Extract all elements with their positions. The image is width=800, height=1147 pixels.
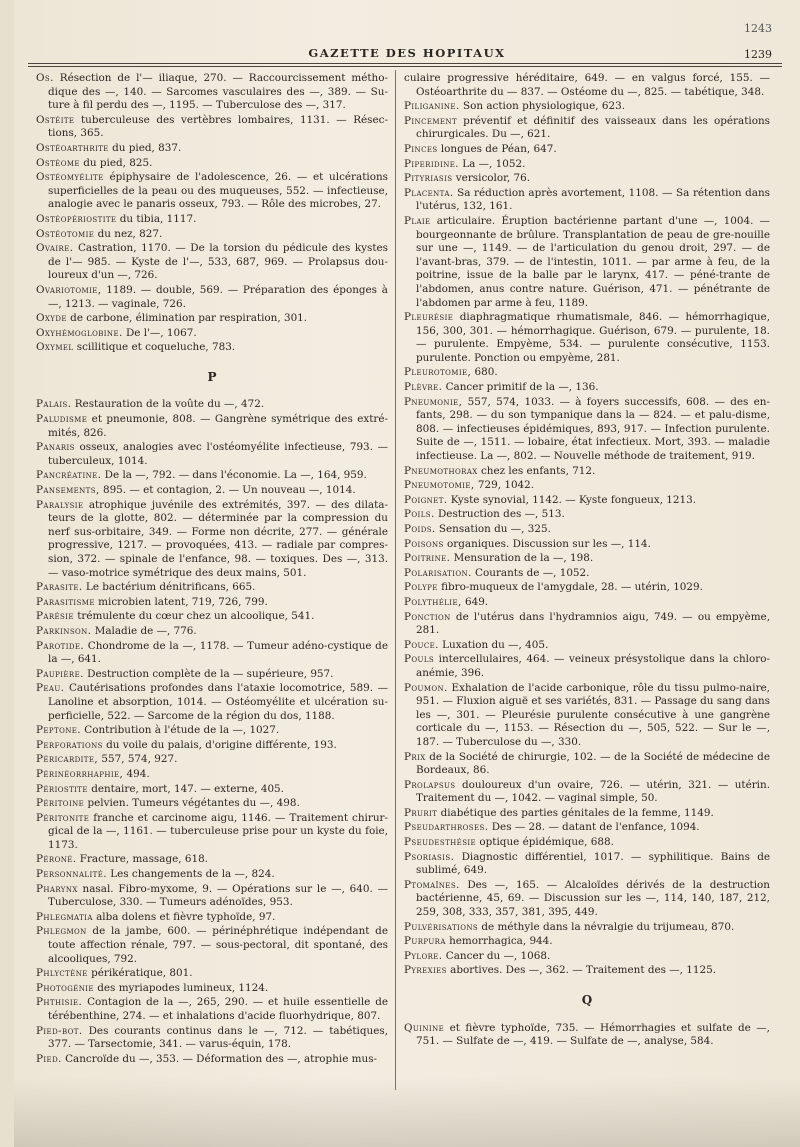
entry-text: La —, 1052. [458, 157, 526, 170]
entry-text: fibro-muqueux de l'amygdale, 28. — utérin, 1029. [437, 581, 703, 594]
index-entry [404, 465, 770, 479]
index-entry [36, 668, 388, 682]
page-edge-shadow [14, 1077, 800, 1147]
index-entry [404, 581, 770, 595]
index-entry [36, 925, 388, 966]
entry-text: Des — 28. — datant de l'enfance, 1094. [488, 821, 700, 834]
entry-headword: Pneumonie, [404, 395, 463, 408]
index-entry [36, 596, 388, 610]
entry-text: de la Société de chirurgie, 102. — de la Société de médecine de Bordeaux, 86. [416, 750, 770, 777]
index-entry [404, 1022, 770, 1049]
entry-headword: Pulvérisations [404, 920, 479, 933]
index-entry [404, 567, 770, 581]
entry-headword: Ovariotomie, [36, 283, 102, 296]
entry-headword: Pleurésie [404, 311, 454, 324]
entry-text: Exhalation de l'acide carbonique, rôle du tissu pulmo-naire, 951. — Fluxion aiguë et ses variétés, 831. — Passage du sang dans les —, 301. — Pleurésie purulente consécutive à une gangrène corticale du —, 1153. — Résection du —, 505, 522. — Sur le —, 187. — Tuberculose du —, 330. [416, 681, 770, 748]
entry-text: Sa réduction après avortement, 1108. — Sa rétention dans l'utérus, 132, 161. [416, 186, 770, 213]
entry-text: Fracture, massage, 618. [76, 853, 208, 866]
entry-headword: Phlegmatia [36, 910, 93, 923]
index-entry [404, 779, 770, 806]
entry-headword: Prix [404, 750, 426, 763]
entry-text: Destruction complète de la — supérieure, 957. [83, 667, 334, 680]
index-entry [404, 921, 770, 935]
index-entry [404, 935, 770, 949]
entry-headword: Pied. [36, 1052, 62, 1065]
entries-p-continued [404, 72, 770, 978]
entry-headword: Pouce. [404, 638, 439, 651]
entry-headword: Ostéomyélite [36, 171, 104, 184]
index-entry [36, 228, 388, 242]
entry-text: Les changements de la —, 824. [106, 868, 275, 881]
entry-headword: Paralysie [36, 498, 84, 511]
entry-text: 680. [471, 366, 498, 379]
index-entry [36, 499, 388, 581]
index-entry [404, 653, 770, 680]
index-entry [404, 851, 770, 878]
entry-text: 557, 574, 1033. — à foyers successifs, 608. — des en-fants, 298. — du son tympanique dans la — 824. — et palu-disme, 808. — infectieuses épidémiques, 893, 917. — Infection purulente. Suite de —, 1511. — lobaire, état infectieux. Mort, 393. — maladie infectieuse. La —, 802. — Nouvelle méthode de traitement, 919. [416, 395, 770, 463]
index-entry [36, 1053, 388, 1067]
index-page [14, 0, 800, 1147]
index-entry [404, 611, 770, 638]
entry-headword: Paupière. [36, 667, 84, 680]
entry-text: 649. [461, 595, 489, 608]
entry-headword: Pseudarthroses. [404, 821, 489, 834]
entry-headword: Poils. [404, 508, 435, 521]
entry-headword: Panaris [36, 441, 75, 454]
entry-text: culaire progressive héréditaire, 649. — en valgus forcé, 155. — Ostéoarthrite du — 837. — Ostéome du —, 825. — tabétique, 348. [404, 72, 770, 98]
entry-headword: Purpura [404, 935, 446, 948]
entry-text: versicolor, 76. [452, 172, 531, 185]
entry-headword: Ostéome [36, 156, 80, 169]
index-entry [36, 398, 388, 412]
index-entry [404, 821, 770, 835]
entry-text: alba dolens et fièvre typhoïde, 97. [92, 910, 276, 923]
entry-text: du tibia, 1117. [116, 212, 197, 225]
index-entry [36, 171, 388, 212]
entry-headword: Pneumotomie, [404, 479, 475, 492]
entry-headword: Péritonite [36, 811, 90, 824]
entry-text: épiphysaire de l'adolescence, 26. — et ulcérations superficielles de la peau ou des muqueuses, 552. — infectieuse, analogie avec le panaris osseux, 793. — Rôle des microbes, 27. [48, 171, 388, 211]
entry-text: Courants de —, 1052. [471, 566, 590, 579]
entry-headword: Peau. [36, 682, 65, 695]
entry-text: Mensuration de la —, 198. [450, 552, 594, 565]
index-entry [404, 494, 770, 508]
entry-headword: Prurit [404, 806, 438, 819]
entry-headword: Pharynx [36, 882, 78, 895]
top-page-number: 1243 [744, 22, 772, 35]
entry-headword: Pouls [404, 653, 435, 666]
left-column [36, 72, 388, 1067]
index-entry [404, 523, 770, 537]
index-entry [36, 911, 388, 925]
index-entry [36, 213, 388, 227]
entry-headword: Pityriasis [404, 172, 453, 185]
index-entry [36, 868, 388, 882]
entry-text: Maladie de —, 776. [91, 624, 197, 637]
entry-headword: Poitrine. [404, 552, 451, 565]
entry-headword: Oxyde [36, 312, 67, 325]
entry-headword: Poisons [404, 537, 444, 550]
entry-text: Luxation du —, 405. [438, 638, 549, 651]
entry-headword: Parasite. [36, 581, 83, 594]
index-entry [404, 596, 770, 610]
index-entry [36, 853, 388, 867]
entry-text: du pied, 825. [79, 156, 153, 169]
entry-headword: Oxymel [36, 341, 74, 354]
index-entry [36, 682, 388, 723]
entry-text: articulaire. Éruption bactérienne partant d'une —, 1004. — bourgeonnante de brûlure. Transplantation de peau de gre-nouille sur une —, 1149. — de l'articulation du genou droit, 297. — de l'avant-bras, 379. — de l'intestin, 1011. — par arme à feu, de la poitrine, issue de la balle par le larynx, 417. — péné-trante de l'abdomen, anus contre nature. Guérison, 471. — pénétrante de l'abdomen par arme à feu, 1189. [416, 214, 770, 309]
index-entry [404, 158, 770, 172]
index-entry [36, 768, 388, 782]
entry-text: Castration, 1170. — De la torsion du pédicule des kystes de l'— 985. — Kyste de l'—, 533, 687, 969. — Prolapsus dou-loureux d'un —, 726. [48, 242, 388, 282]
entry-headword: Quinine [404, 1021, 445, 1034]
entry-headword: Périnéorrhaphie, [36, 767, 124, 780]
entry-headword: Pansements, [36, 484, 100, 497]
entry-text: Des courants continus dans le —, 712. — tabétiques, 377. — Tarsectomie, 341. — varus-équin, 178. [48, 1024, 388, 1051]
entry-text: dentaire, mort, 147. — externe, 405. [87, 782, 284, 795]
index-entry [36, 114, 388, 141]
entry-text: Résection de l'— iliaque, 270. — Raccourcissement métho-dique des —, 140. — Sarcomes vasculaires des —, 389. — Su-ture à fil perdu des —, 1195. — Tuberculose des —, 317. [48, 72, 388, 112]
entry-text: intercellulaires, 464. — veineux présystolique dans la chloro-anémie, 396. [416, 653, 770, 679]
index-entry [36, 610, 388, 624]
entry-headword: Parotide. [36, 639, 85, 652]
index-entry [404, 172, 770, 186]
entry-headword: Photogénie [36, 981, 94, 994]
index-entry [36, 739, 388, 753]
index-entry [36, 157, 388, 171]
index-entry [404, 751, 770, 778]
entry-text: Destruction des —, 513. [434, 508, 565, 521]
entry-text: Des —, 165. — Alcaloïdes dérivés de la destruction bactérienne, 45, 69. — Discussion sur les —, 114, 140, 187, 212, 259, 308, 333, 357, 381, 395, 449. [416, 878, 770, 919]
entry-headword: Péritoine [36, 797, 85, 810]
index-entry [36, 967, 388, 981]
entry-headword: Périostite [36, 782, 88, 795]
entry-headword: Parasitisme [36, 595, 95, 608]
entry-text: trémulente du cœur chez un alcoolique, 541. [73, 610, 315, 623]
entry-text: Cancer primitif de la —, 136. [442, 381, 599, 394]
index-entry [404, 639, 770, 653]
index-entry [36, 142, 388, 156]
entry-headword: Plèvre. [404, 381, 443, 394]
right-column [404, 72, 770, 1050]
entry-text: longues de Péan, 647. [437, 142, 557, 155]
entry-headword: Ostéoarthrite [36, 141, 109, 154]
entry-text: optique épidémique, 688. [476, 836, 614, 849]
entry-text: et pneumonie, 808. — Gangrène symétrique des extré-mités, 826. [48, 413, 388, 439]
index-entry [36, 341, 388, 355]
entry-text: du pied, 837. [108, 141, 182, 154]
index-entry [404, 381, 770, 395]
index-entry [404, 552, 770, 566]
page-number: 1239 [744, 48, 772, 61]
entry-text: abortives. Des —, 362. — Traitement des —, 1125. [446, 964, 717, 977]
entry-headword: Placenta. [404, 186, 454, 199]
entry-headword: Prolapsus [404, 778, 456, 791]
entry-text: et fièvre typhoïde, 735. — Hémorrhagies et sulfate de —, 751. — Sulfate de —, 419. — Sulfate de —, analyse, 584. [416, 1021, 770, 1048]
entry-headword: Phlyctène [36, 967, 88, 980]
entry-headword: Parkinson. [36, 624, 92, 637]
entry-headword: Polythélie, [404, 595, 462, 608]
index-entry [404, 807, 770, 821]
index-entry [36, 312, 388, 326]
entry-headword: Pinces [404, 142, 438, 155]
entry-text: 895. — et contagion, 2. — Un nouveau —, 1014. [99, 484, 356, 497]
entry-headword: Pincement [404, 114, 458, 127]
index-entry [36, 72, 388, 113]
entry-text: 557, 574, 927. [98, 753, 178, 766]
index-entry [404, 964, 770, 978]
entry-text: de la jambe, 600. — périnéphrétique indépendant de toute affection rénale, 797. — sous-pectoral, dit spontané, des alcooliques, 792. [48, 925, 388, 965]
entry-text: douloureux d'un ovaire, 726. — utérin, 321. — utérin. Traitement du —, 1042. — vaginal simple, 50. [416, 778, 770, 805]
entry-text: Sensation du —, 325. [435, 523, 551, 535]
entry-headword: Pyrexies [404, 964, 447, 977]
entry-headword: Polarisation. [404, 566, 472, 579]
entry-text: du nez, 827. [94, 227, 163, 240]
entry-text: osseux, analogies avec l'ostéomyélite infectieuse, 793. — tuberculeux, 1014. [48, 441, 388, 467]
index-entry [404, 187, 770, 214]
entry-headword: Péricardite, [36, 753, 99, 766]
entry-headword: Pleurotomie, [404, 366, 472, 379]
entry-headword: Ponction [404, 610, 451, 623]
entry-text: scillitique et coqueluche, 783. [73, 341, 236, 354]
entry-headword: Psoriasis. [404, 850, 455, 863]
index-entry [404, 72, 770, 99]
header-rule [28, 63, 782, 67]
entry-text: Diagnostic différentiel, 1017. — syphilitique. Bains de sublimé, 649. [416, 850, 770, 877]
index-entry [36, 797, 388, 811]
entry-text: Cautérisations profondes dans l'ataxie locomotrice, 589. — Lanoline et absorption, 1014. — Ostéomyélite et ulcération su-perficielle, 522. — Sarcome de la région du dos, 1188. [48, 682, 388, 722]
entry-text: hemorrhagica, 944. [445, 935, 553, 948]
index-entry [36, 883, 388, 910]
index-entry [36, 783, 388, 797]
entry-text: du voile du palais, d'origine différente, 193. [102, 738, 337, 751]
entry-headword: Pylore. [404, 949, 443, 962]
entry-headword: Phthisie. [36, 996, 83, 1009]
entry-text: De la —, 792. — dans l'économie. La —, 164, 959. [101, 469, 367, 482]
index-entry [36, 640, 388, 667]
entry-headword: Ostéotomie [36, 227, 95, 240]
entry-headword: Poignet. [404, 493, 448, 506]
entry-text: microbien latent, 719, 726, 799. [94, 595, 268, 608]
index-entry [36, 581, 388, 595]
journal-title: GAZETTE DES HOPITAUX [308, 46, 506, 60]
entry-headword: Pancréatine. [36, 469, 102, 482]
entry-headword: Peptone. [36, 724, 81, 737]
entry-text: Contagion de la —, 265, 290. — et huile essentielle de térébenthine, 274. — et inhalations d'acide fluorhydrique, 807. [48, 996, 388, 1022]
section-letter-p: P [207, 369, 217, 384]
section-letter-q: Q [581, 993, 593, 1007]
entry-text: de l'utérus dans l'hydramnios aigu, 749. — ou empyème, 281. [416, 610, 770, 637]
entry-headword: Paludisme [36, 413, 88, 426]
entry-text: préventif et définitif des vaisseaux dans les opérations chirurgicales. Du —, 621. [416, 114, 770, 141]
entry-headword: Pneumothorax [404, 464, 478, 477]
index-entry [404, 115, 770, 142]
entry-headword: Ovaire. [36, 242, 74, 255]
entry-headword: Poids. [404, 523, 436, 535]
entry-headword: Poumon. [404, 681, 448, 694]
entries-p [36, 398, 388, 1066]
index-entry [404, 100, 770, 114]
index-entry [404, 950, 770, 964]
entry-text: Cancroïde du —, 353. — Déformation des —, atrophie mus- [61, 1052, 378, 1065]
entry-text: 729, 1042. [474, 479, 535, 492]
entry-text: des myriapodes lumineux, 1124. [93, 981, 269, 994]
entry-headword: Perforations [36, 738, 103, 751]
entry-text: de méthyle dans la névralgie du trijumeau, 870. [478, 920, 735, 933]
index-entry [404, 508, 770, 522]
index-entry [36, 982, 388, 996]
entry-headword: Ostéite [36, 113, 75, 126]
entry-headword: Oxyhémoglobine. [36, 326, 123, 339]
entry-text: de carbone, élimination par respiration, 301. [66, 312, 308, 325]
index-entry [36, 413, 388, 440]
entry-headword: Ptomaïnes. [404, 878, 460, 891]
entry-text: Cancer du —, 1068. [442, 949, 551, 962]
entry-text: tuberculeuse des vertèbres lombaires, 1131. — Résec-tions, 365. [48, 113, 388, 140]
entry-headword: Personnalité. [36, 868, 107, 881]
column-divider [395, 70, 396, 1090]
index-entry [404, 682, 770, 750]
entry-text: atrophique juvénile des extrémités, 397. — des dilata-teurs de la glotte, 802. — déterminée par la compression du nerf sus-orbitaire, 349. — Forme non décrite, 277. — générale progressive, 1217. — provoquées, 413. — radiale par compres-sion, 372. — spinale de l'enfance, 98. — toxiques. Des —, 313. — vaso-motrice symétrique des deux mains, 501. [48, 498, 388, 579]
index-entry [404, 479, 770, 493]
index-entry [36, 284, 388, 311]
entry-text: diaphragmatique rhumatismale, 846. — hémorrhagique, 156, 300, 301. — hémorrhagique. Guérison, 679. — purulente, 18. — purulente. Empyème, 534. — purulente consécutive, 1153. purulente. Ponction ou empyème, 281. [416, 311, 770, 364]
index-entry [36, 242, 388, 283]
entry-text: diabétique des parties génitales de la femme, 1149. [437, 806, 714, 819]
entry-text: organiques. Discussion sur les —, 114. [443, 537, 651, 550]
entry-text: Contribution à l'étude de la —, 1027. [80, 724, 280, 737]
entry-text: Son action physiologique, 623. [459, 100, 626, 113]
index-entry [36, 753, 388, 767]
entry-text: nasal. Fibro-myxome, 9. — Opérations sur le —, 640. — Tuberculose, 330. — Tumeurs adénoïdes, 953. [48, 882, 388, 909]
index-entry [36, 441, 388, 468]
entry-text: franche et carcinome aigu, 1146. — Traitement chirur-gical de la —, 1161. — tuberculeuse prise pour un kyste du foie, 1173. [48, 811, 388, 851]
index-entry [36, 1025, 388, 1052]
index-entry [36, 327, 388, 341]
index-entry [36, 724, 388, 738]
index-entry [404, 879, 770, 920]
entry-headword: Plaie [404, 214, 431, 227]
index-entry [36, 996, 388, 1023]
index-entry [36, 625, 388, 639]
entries-o [36, 72, 388, 355]
entry-headword: Péroné. [36, 853, 77, 866]
entry-headword: Palais. [36, 398, 72, 411]
index-entry [36, 812, 388, 853]
entry-headword: Polype [404, 581, 438, 594]
entry-headword: Piperidine. [404, 157, 459, 170]
index-entry [404, 311, 770, 365]
index-entry [404, 143, 770, 157]
entry-text: chez les enfants, 712. [477, 464, 596, 477]
index-entry [36, 484, 388, 498]
entry-text: Chondrome de la —, 1178. — Tumeur adéno-cystique de la —, 641. [48, 639, 388, 666]
entry-text: 1189. — double, 569. — Préparation des éponges à —, 1213. — vaginale, 726. [48, 283, 388, 310]
entry-text: pelvien. Tumeurs végétantes du —, 498. [84, 797, 300, 810]
entry-text: Kyste synovial, 1142. — Kyste fongueux, 1213. [447, 493, 697, 506]
entry-headword: Ostéopériostite [36, 212, 117, 225]
entry-text: Restauration de la voûte du —, 472. [71, 398, 265, 411]
entry-text: 494. [123, 767, 150, 780]
index-entry [404, 366, 770, 380]
index-entry [404, 538, 770, 552]
entry-headword: Os. [36, 72, 54, 84]
entry-text: Le bactérium dénitrificans, 665. [82, 581, 256, 594]
entry-text: De l'—, 1067. [122, 326, 197, 339]
index-entry [404, 836, 770, 850]
entry-headword: Phlegmon [36, 925, 87, 938]
index-entry [404, 396, 770, 464]
index-entry [36, 469, 388, 483]
entries-q [404, 1022, 770, 1049]
entry-headword: Parésie [36, 610, 74, 623]
index-entry [404, 215, 770, 310]
entry-headword: Pseudesthésie [404, 836, 477, 849]
entry-headword: Pied-bot. [36, 1024, 83, 1037]
entry-text: périkératique, 801. [87, 967, 193, 980]
entry-headword: Piliganine. [404, 100, 460, 113]
